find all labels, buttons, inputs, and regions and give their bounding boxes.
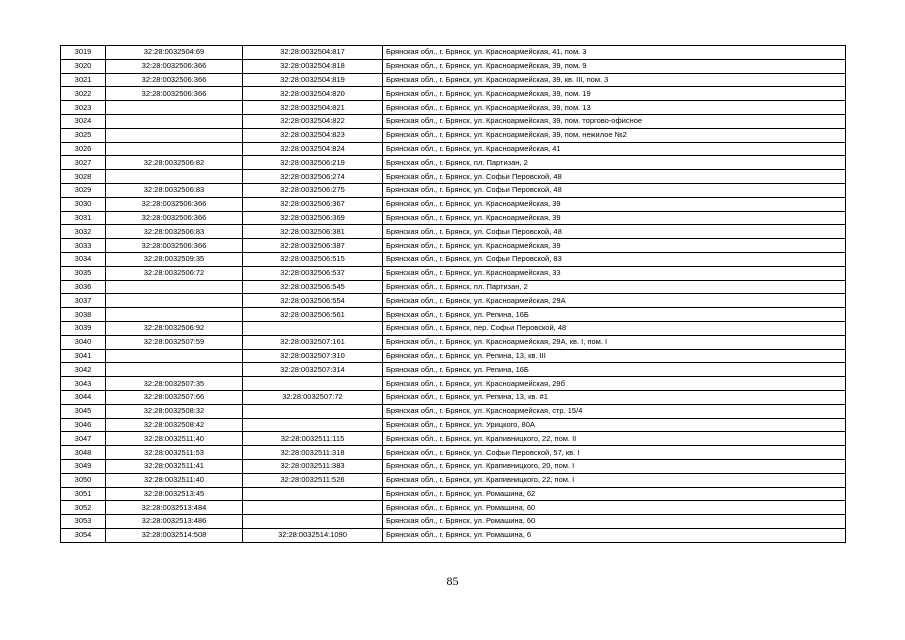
- object-cadastral-number-cell: [243, 515, 383, 529]
- address-cell: Брянская обл., г. Брянск, ул. Красноармейская, 39, пом. 13: [383, 101, 846, 115]
- cadastral-number-cell: 32:28:0032513:486: [106, 515, 243, 529]
- table-row: [61, 321, 846, 335]
- address-cell: Брянская обл., г. Брянск, ул. Красноармейская, 33: [383, 266, 846, 280]
- row-number-cell: 3052: [61, 501, 106, 515]
- table-row: [61, 363, 846, 377]
- table-row: [61, 239, 846, 253]
- table-body: [61, 46, 846, 543]
- object-cadastral-number-cell: 32:28:0032504:822: [243, 114, 383, 128]
- address-cell: Брянская обл., г. Брянск, ул. Репина, 13, кв. #1: [383, 390, 846, 404]
- object-cadastral-number-cell: 32:28:0032507:161: [243, 335, 383, 349]
- row-number-cell: 3019: [61, 46, 106, 60]
- cadastral-number-cell: 32:28:0032509:35: [106, 252, 243, 266]
- object-cadastral-number-cell: 32:28:0032507:310: [243, 349, 383, 363]
- object-cadastral-number-cell: 32:28:0032511:318: [243, 446, 383, 460]
- address-cell: Брянская обл., г. Брянск, ул. Ромашина, 60: [383, 501, 846, 515]
- object-cadastral-number-cell: 32:28:0032507:72: [243, 390, 383, 404]
- object-cadastral-number-cell: 32:28:0032506:381: [243, 225, 383, 239]
- row-number-cell: 3021: [61, 73, 106, 87]
- cadastral-number-cell: 32:28:0032507:59: [106, 335, 243, 349]
- table-row: [61, 156, 846, 170]
- row-number-cell: 3037: [61, 294, 106, 308]
- address-cell: Брянская обл., г. Брянск, ул. Красноармейская, 39: [383, 197, 846, 211]
- table-row: [61, 335, 846, 349]
- address-cell: Брянская обл., г. Брянск, ул. Красноармейская, 41: [383, 142, 846, 156]
- address-cell: Брянская обл., г. Брянск, ул. Софьи Перовской, 57, кв. I: [383, 446, 846, 460]
- cadastral-number-cell: 32:28:0032506:366: [106, 239, 243, 253]
- row-number-cell: 3042: [61, 363, 106, 377]
- row-number-cell: 3033: [61, 239, 106, 253]
- table-row: [61, 252, 846, 266]
- table-row: [61, 418, 846, 432]
- address-cell: Брянская обл., г. Брянск, ул. Урицкого, 80А: [383, 418, 846, 432]
- cadastral-number-cell: 32:28:0032513:484: [106, 501, 243, 515]
- address-cell: Брянская обл., г. Брянск, ул. Крапивницкого, 20, пом. I: [383, 459, 846, 473]
- cadastral-number-cell: 32:28:0032511:40: [106, 473, 243, 487]
- object-cadastral-number-cell: 32:28:0032506:545: [243, 280, 383, 294]
- address-cell: Брянская обл., г. Брянск, ул. Красноармейская, 39: [383, 211, 846, 225]
- cadastral-number-cell: 32:28:0032506:366: [106, 59, 243, 73]
- row-number-cell: 3054: [61, 528, 106, 542]
- row-number-cell: 3047: [61, 432, 106, 446]
- row-number-cell: 3049: [61, 459, 106, 473]
- address-cell: Брянская обл., г. Брянск, ул. Красноармейская, стр. 15/4: [383, 404, 846, 418]
- table-row: [61, 170, 846, 184]
- address-cell: Брянская обл., г. Брянск, ул. Софьи Перовской, 83: [383, 252, 846, 266]
- table-row: [61, 225, 846, 239]
- row-number-cell: 3043: [61, 377, 106, 391]
- table-row: [61, 101, 846, 115]
- cadastral-number-cell: 32:28:0032508:32: [106, 404, 243, 418]
- row-number-cell: 3032: [61, 225, 106, 239]
- object-cadastral-number-cell: 32:28:0032506:275: [243, 183, 383, 197]
- address-cell: Брянская обл., г. Брянск, ул. Репина, 16Б: [383, 363, 846, 377]
- object-cadastral-number-cell: 32:28:0032504:820: [243, 87, 383, 101]
- address-cell: Брянская обл., г. Брянск, ул. Красноармейская, 29А, кв. I, пом. I: [383, 335, 846, 349]
- row-number-cell: 3045: [61, 404, 106, 418]
- table-row: [61, 308, 846, 322]
- table-row: [61, 197, 846, 211]
- object-cadastral-number-cell: [243, 501, 383, 515]
- cadastral-number-cell: 32:28:0032507:66: [106, 390, 243, 404]
- table-row: [61, 294, 846, 308]
- cadastral-number-cell: 32:28:0032506:92: [106, 321, 243, 335]
- table-row: [61, 432, 846, 446]
- row-number-cell: 3048: [61, 446, 106, 460]
- cadastral-number-cell: 32:28:0032511:40: [106, 432, 243, 446]
- object-cadastral-number-cell: 32:28:0032506:219: [243, 156, 383, 170]
- object-cadastral-number-cell: 32:28:0032511:526: [243, 473, 383, 487]
- table-row: [61, 404, 846, 418]
- row-number-cell: 3039: [61, 321, 106, 335]
- row-number-cell: 3036: [61, 280, 106, 294]
- cadastral-number-cell: 32:28:0032506:366: [106, 211, 243, 225]
- table-row: [61, 487, 846, 501]
- object-cadastral-number-cell: 32:28:0032504:823: [243, 128, 383, 142]
- page-number: 85: [446, 574, 459, 588]
- cadastral-number-cell: 32:28:0032506:366: [106, 197, 243, 211]
- object-cadastral-number-cell: 32:28:0032504:824: [243, 142, 383, 156]
- cadastral-number-cell: 32:28:0032507:35: [106, 377, 243, 391]
- cadastral-number-cell: 32:28:0032513:45: [106, 487, 243, 501]
- object-cadastral-number-cell: 32:28:0032504:817: [243, 46, 383, 60]
- cadastral-number-cell: 32:28:0032504:69: [106, 46, 243, 60]
- cadastral-number-cell: 32:28:0032506:82: [106, 156, 243, 170]
- cadastral-number-cell: 32:28:0032506:366: [106, 73, 243, 87]
- address-cell: Брянская обл., г. Брянск, ул. Красноармейская, 41, пом. 3: [383, 46, 846, 60]
- address-cell: Брянская обл., г. Брянск, ул. Ромашина, 60: [383, 515, 846, 529]
- object-cadastral-number-cell: [243, 321, 383, 335]
- row-number-cell: 3050: [61, 473, 106, 487]
- row-number-cell: 3041: [61, 349, 106, 363]
- cadastral-number-cell: [106, 349, 243, 363]
- row-number-cell: 3022: [61, 87, 106, 101]
- table-row: [61, 390, 846, 404]
- table-row: [61, 73, 846, 87]
- table-row: [61, 183, 846, 197]
- row-number-cell: 3040: [61, 335, 106, 349]
- cadastral-number-cell: [106, 280, 243, 294]
- cadastral-number-cell: [106, 363, 243, 377]
- address-cell: Брянская обл., г. Брянск, ул. Ромашина, 62: [383, 487, 846, 501]
- address-cell: Брянская обл., г. Брянск, ул. Крапивницкого, 22, пом. I: [383, 473, 846, 487]
- address-cell: Брянская обл., г. Брянск, ул. Красноармейская, 39, кв. III, пом. 3: [383, 73, 846, 87]
- row-number-cell: 3028: [61, 170, 106, 184]
- object-cadastral-number-cell: 32:28:0032511:383: [243, 459, 383, 473]
- table-row: [61, 211, 846, 225]
- object-cadastral-number-cell: 32:28:0032506:515: [243, 252, 383, 266]
- object-cadastral-number-cell: 32:28:0032506:561: [243, 308, 383, 322]
- table-row: [61, 501, 846, 515]
- table-row: [61, 459, 846, 473]
- object-cadastral-number-cell: [243, 377, 383, 391]
- row-number-cell: 3046: [61, 418, 106, 432]
- address-cell: Брянская обл., г. Брянск, ул. Софьи Перовской, 48: [383, 170, 846, 184]
- cadastral-number-cell: 32:28:0032511:53: [106, 446, 243, 460]
- table-row: [61, 280, 846, 294]
- address-cell: Брянская обл., г. Брянск, ул. Красноармейская, 29А: [383, 294, 846, 308]
- row-number-cell: 3024: [61, 114, 106, 128]
- cadastral-number-cell: 32:28:0032506:366: [106, 87, 243, 101]
- table-row: [61, 46, 846, 60]
- table-row: [61, 142, 846, 156]
- address-cell: Брянская обл., г. Брянск, ул. Ромашина, 6: [383, 528, 846, 542]
- object-cadastral-number-cell: [243, 404, 383, 418]
- row-number-cell: 3044: [61, 390, 106, 404]
- cadastral-number-cell: 32:28:0032514:508: [106, 528, 243, 542]
- table-row: [61, 473, 846, 487]
- address-cell: Брянская обл., г. Брянск, пл. Партизан, 2: [383, 156, 846, 170]
- object-cadastral-number-cell: 32:28:0032506:367: [243, 197, 383, 211]
- row-number-cell: 3034: [61, 252, 106, 266]
- object-cadastral-number-cell: 32:28:0032514:1090: [243, 528, 383, 542]
- object-cadastral-number-cell: 32:28:0032506:554: [243, 294, 383, 308]
- table-row: [61, 114, 846, 128]
- object-cadastral-number-cell: 32:28:0032506:274: [243, 170, 383, 184]
- address-cell: Брянская обл., г. Брянск, ул. Красноармейская, 39, пом. 9: [383, 59, 846, 73]
- table-row: [61, 377, 846, 391]
- row-number-cell: 3031: [61, 211, 106, 225]
- row-number-cell: 3023: [61, 101, 106, 115]
- object-cadastral-number-cell: [243, 487, 383, 501]
- object-cadastral-number-cell: 32:28:0032506:387: [243, 239, 383, 253]
- object-cadastral-number-cell: 32:28:0032507:314: [243, 363, 383, 377]
- row-number-cell: 3038: [61, 308, 106, 322]
- row-number-cell: 3026: [61, 142, 106, 156]
- cadastral-number-cell: [106, 294, 243, 308]
- object-cadastral-number-cell: [243, 418, 383, 432]
- cadastral-number-cell: 32:28:0032508:42: [106, 418, 243, 432]
- row-number-cell: 3027: [61, 156, 106, 170]
- table-row: [61, 528, 846, 542]
- row-number-cell: 3030: [61, 197, 106, 211]
- address-cell: Брянская обл., г. Брянск, пер. Софьи Перовской, 48: [383, 321, 846, 335]
- cadastral-number-cell: [106, 142, 243, 156]
- table-row: [61, 266, 846, 280]
- object-cadastral-number-cell: 32:28:0032506:369: [243, 211, 383, 225]
- row-number-cell: 3029: [61, 183, 106, 197]
- address-cell: Брянская обл., г. Брянск, ул. Красноармейская, 39, пом. торгово-офисное: [383, 114, 846, 128]
- cadastral-number-cell: [106, 114, 243, 128]
- object-cadastral-number-cell: 32:28:0032511:115: [243, 432, 383, 446]
- address-cell: Брянская обл., г. Брянск, ул. Красноармейская, 39, пом. нежилое №2: [383, 128, 846, 142]
- object-cadastral-number-cell: 32:28:0032504:818: [243, 59, 383, 73]
- row-number-cell: 3053: [61, 515, 106, 529]
- table-row: [61, 59, 846, 73]
- cadastral-number-cell: 32:28:0032506:72: [106, 266, 243, 280]
- cadastral-number-cell: [106, 170, 243, 184]
- table-row: [61, 128, 846, 142]
- row-number-cell: 3051: [61, 487, 106, 501]
- address-cell: Брянская обл., г. Брянск, ул. Софьи Перовской, 48: [383, 183, 846, 197]
- object-cadastral-number-cell: 32:28:0032504:821: [243, 101, 383, 115]
- address-cell: Брянская обл., г. Брянск, ул. Красноармейская, 39, пом. 19: [383, 87, 846, 101]
- address-cell: Брянская обл., г. Брянск, ул. Красноармейская, 39: [383, 239, 846, 253]
- address-cell: Брянская обл., г. Брянск, ул. Софьи Перовской, 48: [383, 225, 846, 239]
- address-cell: Брянская обл., г. Брянск, ул. Репина, 16Б: [383, 308, 846, 322]
- cadastral-number-cell: 32:28:0032511:41: [106, 459, 243, 473]
- object-cadastral-number-cell: 32:28:0032504:819: [243, 73, 383, 87]
- table-row: [61, 87, 846, 101]
- address-cell: Брянская обл., г. Брянск, ул. Крапивницкого, 22, пом. II: [383, 432, 846, 446]
- cadastral-number-cell: 32:28:0032506:83: [106, 183, 243, 197]
- object-cadastral-number-cell: 32:28:0032506:537: [243, 266, 383, 280]
- cadastral-number-cell: [106, 308, 243, 322]
- address-cell: Брянская обл., г. Брянск, пл. Партизан, 2: [383, 280, 846, 294]
- address-cell: Брянская обл., г. Брянск, ул. Репина, 13, кв. III: [383, 349, 846, 363]
- table-row: [61, 515, 846, 529]
- cadastral-number-cell: [106, 128, 243, 142]
- table-row: [61, 349, 846, 363]
- row-number-cell: 3020: [61, 59, 106, 73]
- row-number-cell: 3025: [61, 128, 106, 142]
- row-number-cell: 3035: [61, 266, 106, 280]
- table-row: [61, 446, 846, 460]
- cadastral-number-cell: 32:28:0032506:83: [106, 225, 243, 239]
- cadastral-table: [60, 45, 846, 543]
- cadastral-number-cell: [106, 101, 243, 115]
- address-cell: Брянская обл., г. Брянск, ул. Красноармейская, 29б: [383, 377, 846, 391]
